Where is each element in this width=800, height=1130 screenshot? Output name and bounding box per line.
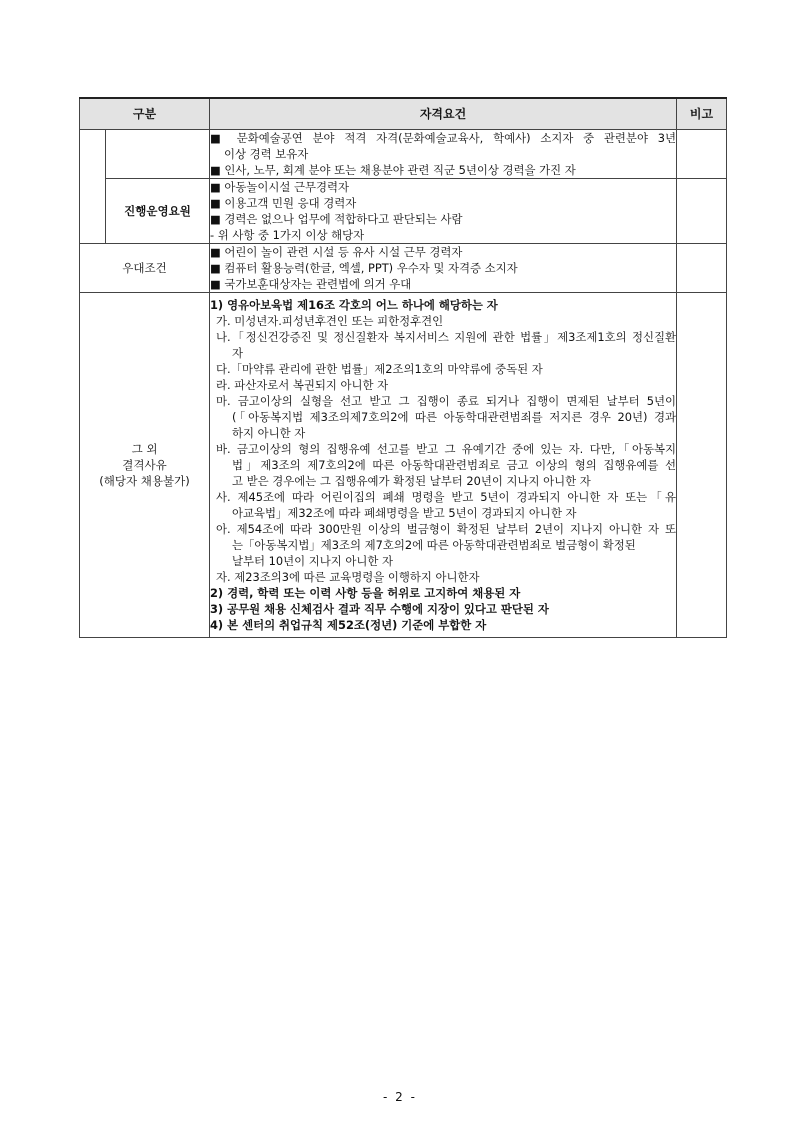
table-row	[80, 130, 727, 179]
category-cell: 우대조건	[80, 244, 210, 293]
category-cell: 진행운영요원	[106, 179, 210, 244]
requirements-cell	[210, 179, 677, 244]
header-requirements: 자격요건	[210, 98, 677, 130]
header-gubun: 구분	[80, 98, 210, 130]
sub-item-da: 다.「마약류 관리에 관한 법률」제2조의1호의 마약류에 중독된 자	[216, 362, 543, 376]
requirement-line: 이상 경력 보유자	[224, 147, 309, 161]
requirement-line: ■ 어린이 놀이 관련 시설 등 유사 시설 근무 경력자	[210, 245, 463, 259]
remarks-cell	[677, 293, 727, 638]
requirement-line: ■ 문화예술공연 분야 적격 자격(문화예술교육사, 학예사) 소지자 중 관련분야 3년	[210, 131, 676, 145]
category-line: 결격사유	[122, 458, 167, 472]
page-number: - 2 -	[383, 1090, 417, 1104]
header-remarks: 비고	[677, 98, 727, 130]
category-cell	[80, 293, 210, 638]
requirement-line: ■ 이용고객 민원 응대 경력자	[210, 196, 357, 210]
qualification-table	[79, 97, 727, 638]
sub-item-ma: 마. 금고이상의 실형을 선고 받고 그 집행이 종료 되거나 집행이 면제된 날부터 5년이	[216, 394, 676, 408]
table-row	[80, 179, 727, 244]
sub-item-na: 나.「정신건강증진 및 정신질환자 복지서비스 지원에 관한 법률」제3조제1호의 정신질환	[216, 330, 676, 344]
disqualification-item-4: 4) 본 센터의 취업규칙 제52조(정년) 기준에 부합한 자	[210, 618, 487, 632]
requirement-line: ■ 아동놀이시설 근무경력자	[210, 180, 350, 194]
table-row	[80, 244, 727, 293]
requirements-cell	[210, 244, 677, 293]
sub-item-ma-cont: (「아동복지법 제3조의제7호의2에 따른 아동학대관련범죄를 저지른 경우 20년) 경과	[232, 410, 676, 424]
requirements-cell	[210, 293, 677, 638]
sub-item-a: 아. 제54조에 따라 300만원 이상의 벌금형이 확정된 날부터 2년이 지나지 아니한 자 또	[216, 522, 676, 536]
remarks-cell	[677, 244, 727, 293]
requirement-line: ■ 인사, 노무, 회계 분야 또는 채용분야 관련 직군 5년이상 경력을 가진 자	[210, 163, 576, 177]
sub-item-a-cont: 날부터 10년이 지나지 아니한 자	[232, 554, 394, 568]
category-cell-empty	[106, 130, 210, 179]
requirements-cell	[210, 130, 677, 179]
sub-item-ba-cont: 고 받은 경우에는 그 집행유예가 확정된 날부터 20년이 지나지 아니한 자	[232, 474, 591, 488]
requirement-line: - 위 사항 중 1가지 이상 해당자	[210, 228, 365, 242]
remarks-cell	[677, 130, 727, 179]
requirement-line: ■ 경력은 없으나 업무에 적합하다고 판단되는 사람	[210, 212, 463, 226]
sub-item-ma-cont: 하지 아니한 자	[232, 426, 306, 440]
sub-item-na-cont: 자	[232, 346, 244, 360]
sub-item-a-cont: 는「아동복지법」제3조의 제7호의2에 따른 아동학대관련범죄로 벌금형이 확정된	[232, 538, 636, 552]
category-spacer	[80, 130, 106, 244]
category-line: (해당자 채용불가)	[99, 474, 190, 488]
sub-item-ga: 가. 미성년자.피성년후견인 또는 피한정후견인	[216, 314, 444, 328]
sub-item-ja: 자. 제23조의3에 따른 교육명령을 이행하지 아니한자	[216, 570, 480, 584]
sub-item-ra: 라. 파산자로서 복권되지 아니한 자	[216, 378, 389, 392]
requirement-line: ■ 국가보훈대상자는 관련법에 의거 우대	[210, 277, 412, 291]
remarks-cell	[677, 179, 727, 244]
category-line: 그 외	[131, 442, 158, 456]
disqualification-item-3: 3) 공무원 채용 신체검사 결과 직무 수행에 지장이 있다고 판단된 자	[210, 602, 549, 616]
table-header-row	[80, 98, 727, 130]
requirement-line: ■ 컴퓨터 활용능력(한글, 엑셀, PPT) 우수자 및 자격증 소지자	[210, 261, 518, 275]
sub-item-sa: 사. 제45조에 따라 어린이집의 폐쇄 명령을 받고 5년이 경과되지 아니한 자 또는「유	[216, 490, 676, 504]
table-row	[80, 293, 727, 638]
sub-item-ba: 바. 금고이상의 형의 집행유예 선고를 받고 그 유예기간 중에 있는 자. 다만,「아동복지	[216, 442, 676, 456]
sub-item-sa-cont: 아교육법」제32조에 따라 폐쇄명령을 받고 5년이 경과되지 아니한 자	[232, 506, 577, 520]
disqualification-item-1: 1) 영유아보육법 제16조 각호의 어느 하나에 해당하는 자	[210, 298, 498, 312]
sub-item-ba-cont: 법」제3조의 제7호의2에 따른 아동학대관련범죄로 금고 이상의 형의 집행유예를 선	[232, 458, 676, 472]
disqualification-item-2: 2) 경력, 학력 또는 이력 사항 등을 허위로 고지하여 채용된 자	[210, 586, 521, 600]
